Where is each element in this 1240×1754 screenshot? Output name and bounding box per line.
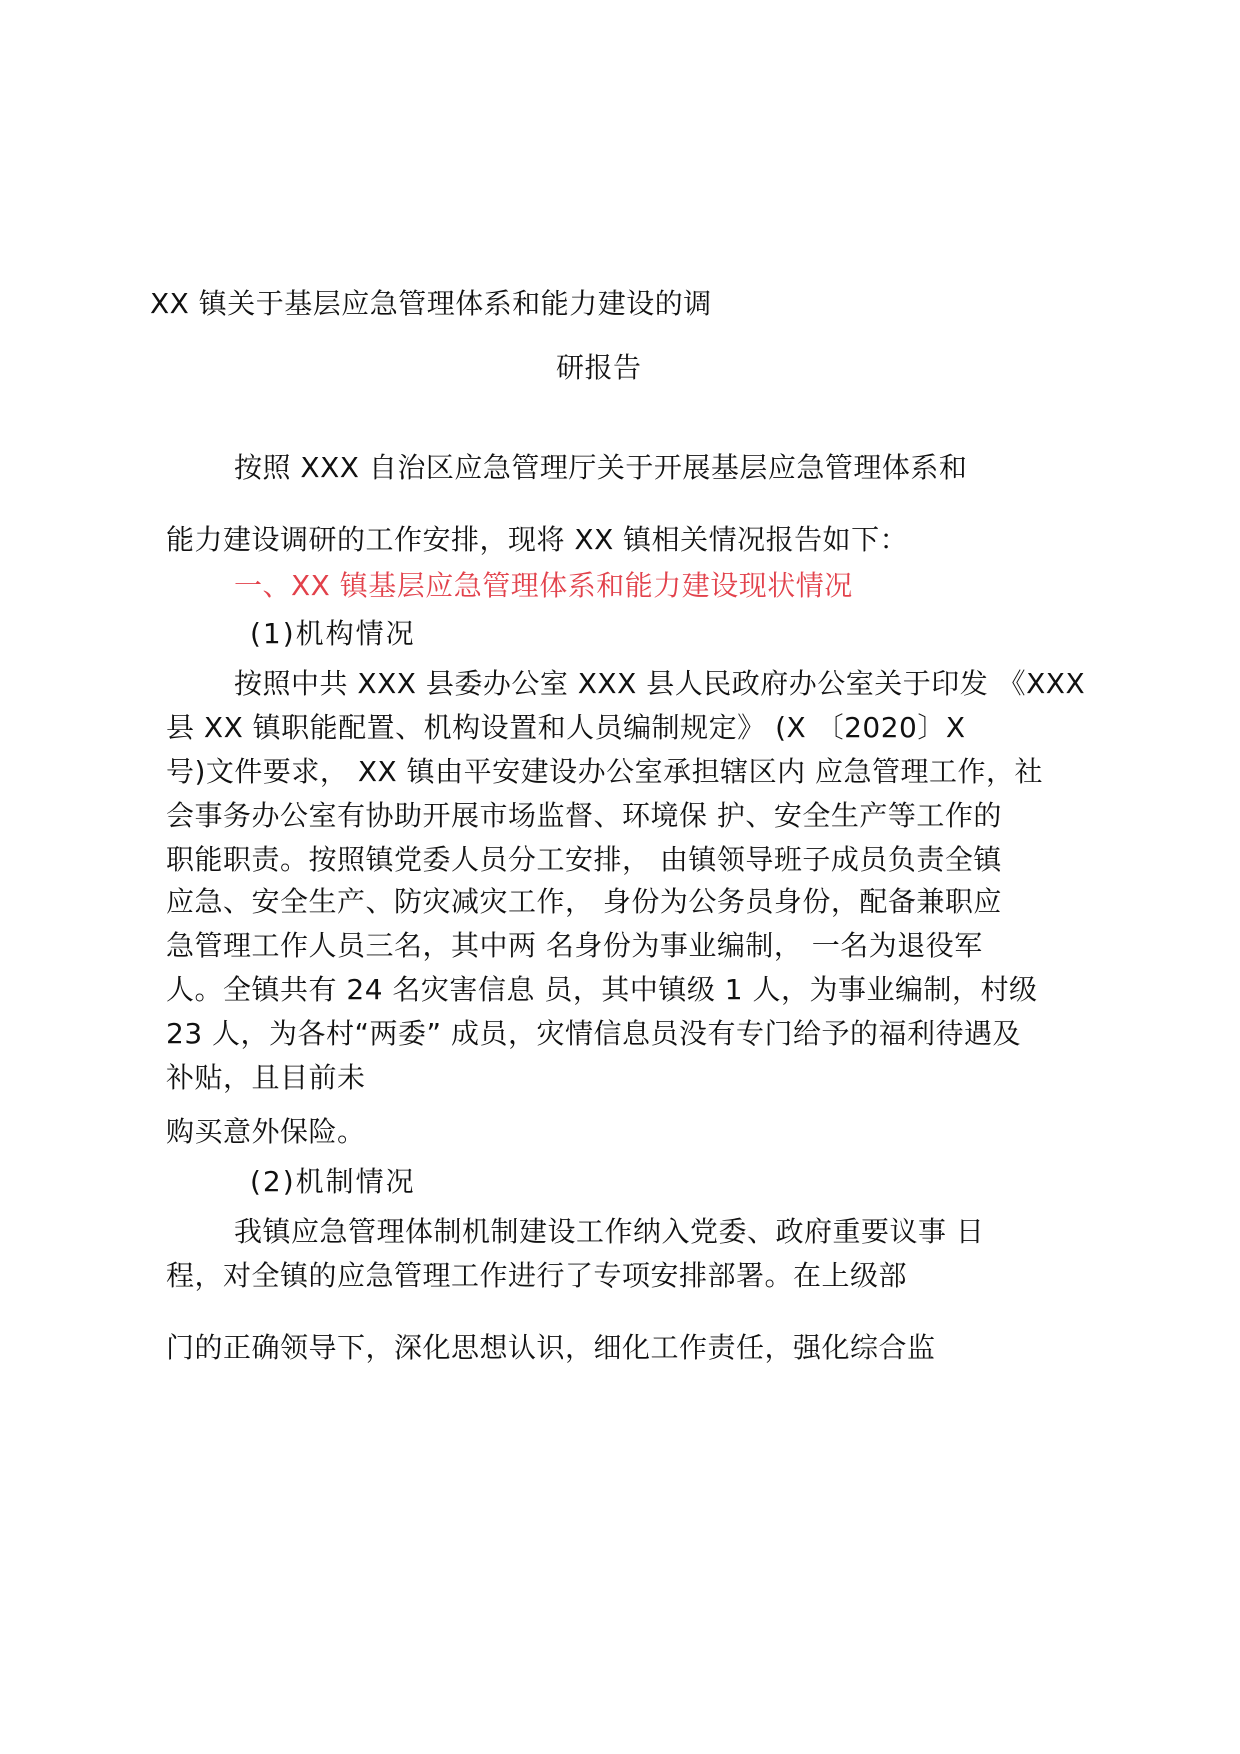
sub1-heading: (1)机构情况 [250, 617, 416, 650]
sub2-paragraph-line-2: 程，对全镇的应急管理工作进行了专项安排部署。在上级部 [166, 1259, 908, 1292]
intro-line-1: 按照 XXX 自治区应急管理厅关于开展基层应急管理体系和 [234, 451, 968, 484]
sub2-heading: (2)机制情况 [250, 1165, 416, 1198]
sub1-paragraph-line-10: 补贴，且目前未 [166, 1061, 366, 1094]
document-title-line2: 研报告 [556, 351, 642, 384]
sub1-paragraph-line-5: 职能职责。按照镇党委人员分工安排， 由镇领导班子成员负责全镇 [166, 843, 1002, 876]
sub2-paragraph-line-1: 我镇应急管理体制机制建设工作纳入党委、政府重要议事 日 [234, 1215, 985, 1248]
section1-heading: 一、XX 镇基层应急管理体系和能力建设现状情况 [234, 569, 853, 602]
intro-line-2: 能力建设调研的工作安排，现将 XX 镇相关情况报告如下： [166, 523, 909, 556]
sub1-paragraph-line-7: 急管理工作人员三名，其中两 名身份为事业编制， 一名为退役军 [166, 929, 983, 962]
sub1-paragraph-line-8: 人。全镇共有 24 名灾害信息 员，其中镇级 1 人，为事业编制，村级 [166, 973, 1038, 1006]
sub1-paragraph-line-2: 县 XX 镇职能配置、机构设置和人员编制规定》 (X 〔2020〕X [166, 711, 966, 744]
sub1-paragraph-line-6: 应急、安全生产、防灾减灾工作， 身份为公务员身份，配备兼职应 [166, 885, 1002, 918]
sub1-paragraph-line-4: 会事务办公室有协助开展市场监督、环境保 护、安全生产等工作的 [166, 799, 1002, 832]
sub1-paragraph-line-9: 23 人，为各村“两委” 成员，灾情信息员没有专门给予的福利待遇及 [166, 1017, 1021, 1050]
sub2-paragraph-line-3: 门的正确领导下，深化思想认识，细化工作责任，强化综合监 [166, 1331, 936, 1364]
sub1-paragraph-line-1: 按照中共 XXX 县委办公室 XXX 县人民政府办公室关于印发 《XXX [234, 667, 1086, 700]
document-title-line1: XX 镇关于基层应急管理体系和能力建设的调 [150, 287, 712, 320]
sub1-paragraph-line-3: 号)文件要求， XX 镇由平安建设办公室承担辖区内 应急管理工作，社 [166, 755, 1043, 788]
sub1-paragraph-line-11: 购买意外保险。 [166, 1115, 366, 1148]
